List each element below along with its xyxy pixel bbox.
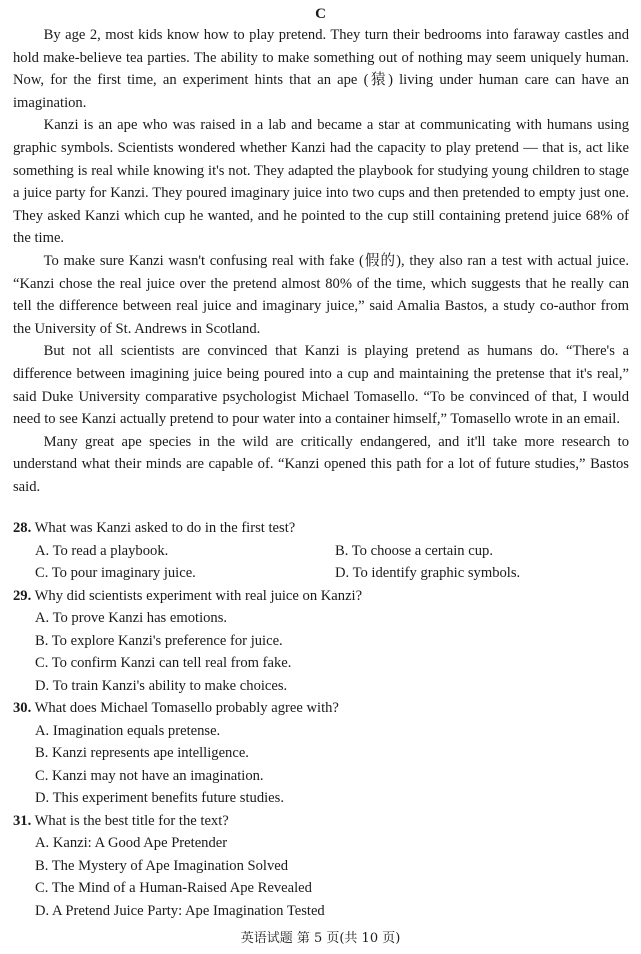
option-c[interactable]: C. The Mind of a Human-Raised Ape Revealed	[35, 880, 312, 896]
question-stem	[13, 585, 629, 608]
question-28	[13, 517, 629, 585]
question-text: Why did scientists experiment with real juice on Kanzi?	[34, 587, 363, 604]
passage-paragraph-3: To make sure Kanzi wasn't confusing real with fake (假的), they also ran a test with actual juice. “Kanzi chose the real juice over the pretend almost 80% of the time, which suggests that he really can tell the difference between real juice and imaginary juice,” said Amalia Bastos, a study co-author from the University of St. Andrews in Scotland.	[13, 252, 629, 337]
question-number: 31.	[13, 812, 32, 829]
section-heading: C	[315, 6, 326, 22]
option-a[interactable]: A. To prove Kanzi has emotions.	[35, 610, 228, 626]
question-30	[13, 697, 629, 810]
question-29	[13, 585, 629, 698]
option-a[interactable]: A. Imagination equals pretense.	[35, 722, 221, 739]
question-number: 29.	[13, 587, 32, 604]
reading-passage	[13, 24, 629, 498]
option-b[interactable]: B. The Mystery of Ape Imagination Solved	[35, 857, 289, 874]
passage-paragraph-4: But not all scientists are convinced that Kanzi is playing pretend as humans do. “There's a difference between imagining juice being poured into a cup and maintaining the pretense that it's real,” said Duke University comparative psychologist Michael Tomasello. “To be convinced of that, I would need to see Kanzi actually pretend to pour water into a container himself,” Tomasello wrote in an email.	[13, 343, 629, 428]
option-c[interactable]: C. Kanzi may not have an imagination.	[35, 767, 264, 784]
question-stem	[13, 697, 629, 720]
option-a[interactable]: A. Kanzi: A Good Ape Pretender	[35, 835, 228, 851]
option-d[interactable]: D. To train Kanzi's ability to make choices.	[35, 677, 288, 694]
passage-paragraph-5: Many great ape species in the wild are critically endangered, and it'll take more research to understand what their minds are capable of. “Kanzi opened this path for a lot of future studies,” Bastos said.	[13, 433, 629, 495]
option-b[interactable]: B. Kanzi represents ape intelligence.	[35, 745, 249, 761]
question-31	[13, 810, 629, 923]
question-text: What is the best title for the text?	[34, 812, 229, 829]
option-b[interactable]: B. To choose a certain cup.	[335, 542, 493, 559]
passage-paragraph-1: By age 2, most kids know how to play pretend. They turn their bedrooms into faraway castles and hold make-believe tea parties. The ability to make something out of nothing may seem uniquely human. Now, for the first time, an experiment hints that an ape (猿) living under human care can have an imagination.	[13, 27, 629, 111]
option-grid	[13, 540, 629, 585]
question-list	[13, 517, 629, 922]
page-footer: 英语试题 第 5 页(共 10 页)	[240, 931, 401, 946]
question-stem	[13, 810, 629, 833]
option-d[interactable]: D. This experiment benefits future studies.	[35, 790, 284, 806]
option-d[interactable]: D. To identify graphic symbols.	[335, 565, 521, 581]
question-text: What was Kanzi asked to do in the first test?	[34, 520, 296, 536]
passage-paragraph-2: Kanzi is an ape who was raised in a lab and became a star at communicating with humans using graphic symbols. Scientists wondered whether Kanzi had the capacity to play pretend — that is, act like something is real while knowing it's not. They adapted the playbook for studying young children to stage a juice party for Kanzi. They poured imaginary juice into two cups and then pretended to empty just one. They asked Kanzi which cup he wanted, and he pointed to the cup still containing pretend juice 68% of the time.	[13, 117, 629, 247]
question-stem	[13, 517, 629, 540]
option-d[interactable]: D. A Pretend Juice Party: Ape Imagination Tested	[35, 902, 325, 919]
question-text: What does Michael Tomasello probably agree with?	[34, 700, 339, 716]
option-c[interactable]: C. To confirm Kanzi can tell real from fake.	[35, 655, 292, 671]
option-b[interactable]: B. To explore Kanzi's preference for juice.	[35, 632, 283, 649]
option-a[interactable]: A. To read a playbook.	[35, 542, 169, 559]
option-c[interactable]: C. To pour imaginary juice.	[35, 565, 196, 581]
question-number: 30.	[13, 700, 32, 716]
question-number: 28.	[13, 520, 32, 536]
